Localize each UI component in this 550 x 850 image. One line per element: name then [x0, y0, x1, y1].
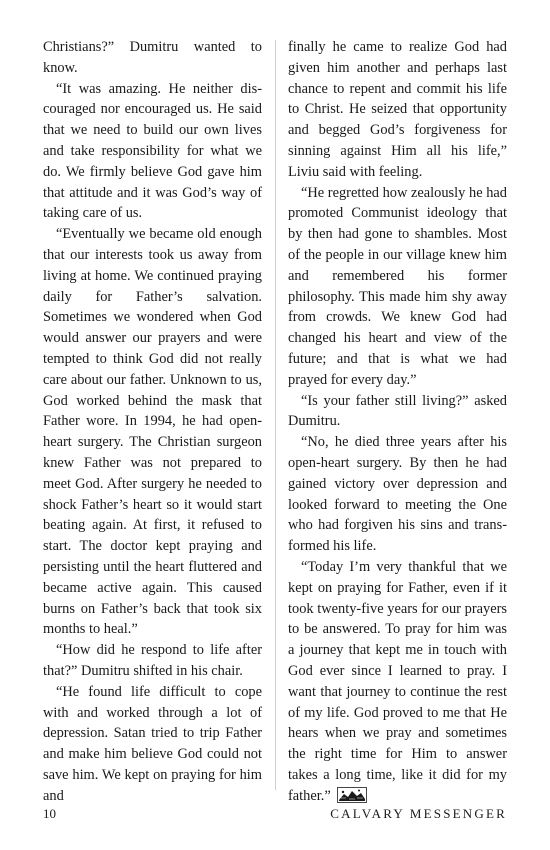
paragraph: “It was amazing. He neither discouraged nor encouraged us. He said that we need to build our own lives and take responsibility for what we do. We firmly believe God gave him that attitude and it was God’s way of taking care of us. [43, 80, 262, 222]
paragraph: “He found life difficult to cope with and worked through a lot of depression. Satan tried to trip Father and make him believe God could not save him. We kept on praying for him and [43, 683, 262, 804]
paragraph: Christians?” Dumitru wanted to know. [43, 39, 262, 76]
paragraph: “He regretted how zealously he had promoted Communist ideology that by then had gone to shambles. Most of the people in our village knew him and remembered his former philosophy. This made him shy away from crowds. We knew God had changed his heart and view of the future; and that is what we had prayed for every day.” [288, 184, 507, 388]
paragraph: “No, he died three years after his open-heart surgery. By then he had gained victory over depression and looked forward to meeting the One who had forgiven his sins and transformed his life. [288, 434, 507, 555]
ornamental-end-mark-icon [337, 787, 367, 803]
paragraph: “Eventually we became old enough that our interests took us away from living at home. We continued praying daily for Father’s salvation. Sometimes we wondered when God would answer our prayers and were tempted to think God did not really care about our father. Unknown to us, God worked behind the mask that Father wore. In 1994, he had open-heart surgery. The Christian surgeon knew Father was not prepared to meet God. After surgery he needed to shock Father’s heart so it would start beating again. At first, it refused to start. The doctor kept praying and persisting until the heart fluttered and became active again. This caused burns on Father’s back that took six months to heal.” [43, 226, 262, 638]
page-number: 10 [43, 806, 56, 821]
last-paragraph [288, 557, 507, 807]
paragraph: finally he came to realize God had given him another and perhaps last chance to repent and commit his life to Christ. He seized that opportunity and begged God’s forgiveness for sinning against Him all his life,” Liviu said with feeling. [288, 39, 507, 180]
publication-title: CALVARY MESSENGER [330, 806, 507, 821]
paragraph: “Is your father still living?” asked Dumitru. [288, 392, 507, 430]
left-column [43, 37, 262, 806]
right-column [288, 37, 507, 806]
column-divider [275, 40, 276, 790]
paragraph: “How did he respond to life after that?” Dumitru shifted in his chair. [43, 642, 262, 679]
paragraph-text: “Today I’m very thankful that we kept on praying for Father, even if it took twenty-five years for our prayers to be answered. To pray for him was a journey that kept me in touch with God ever since I learned to pray. I want that journey to continue the rest of my life. God proved to me that He hears when we pray and sometimes the right time for Him to answer takes a long time, like it did for my father.” [288, 558, 507, 804]
